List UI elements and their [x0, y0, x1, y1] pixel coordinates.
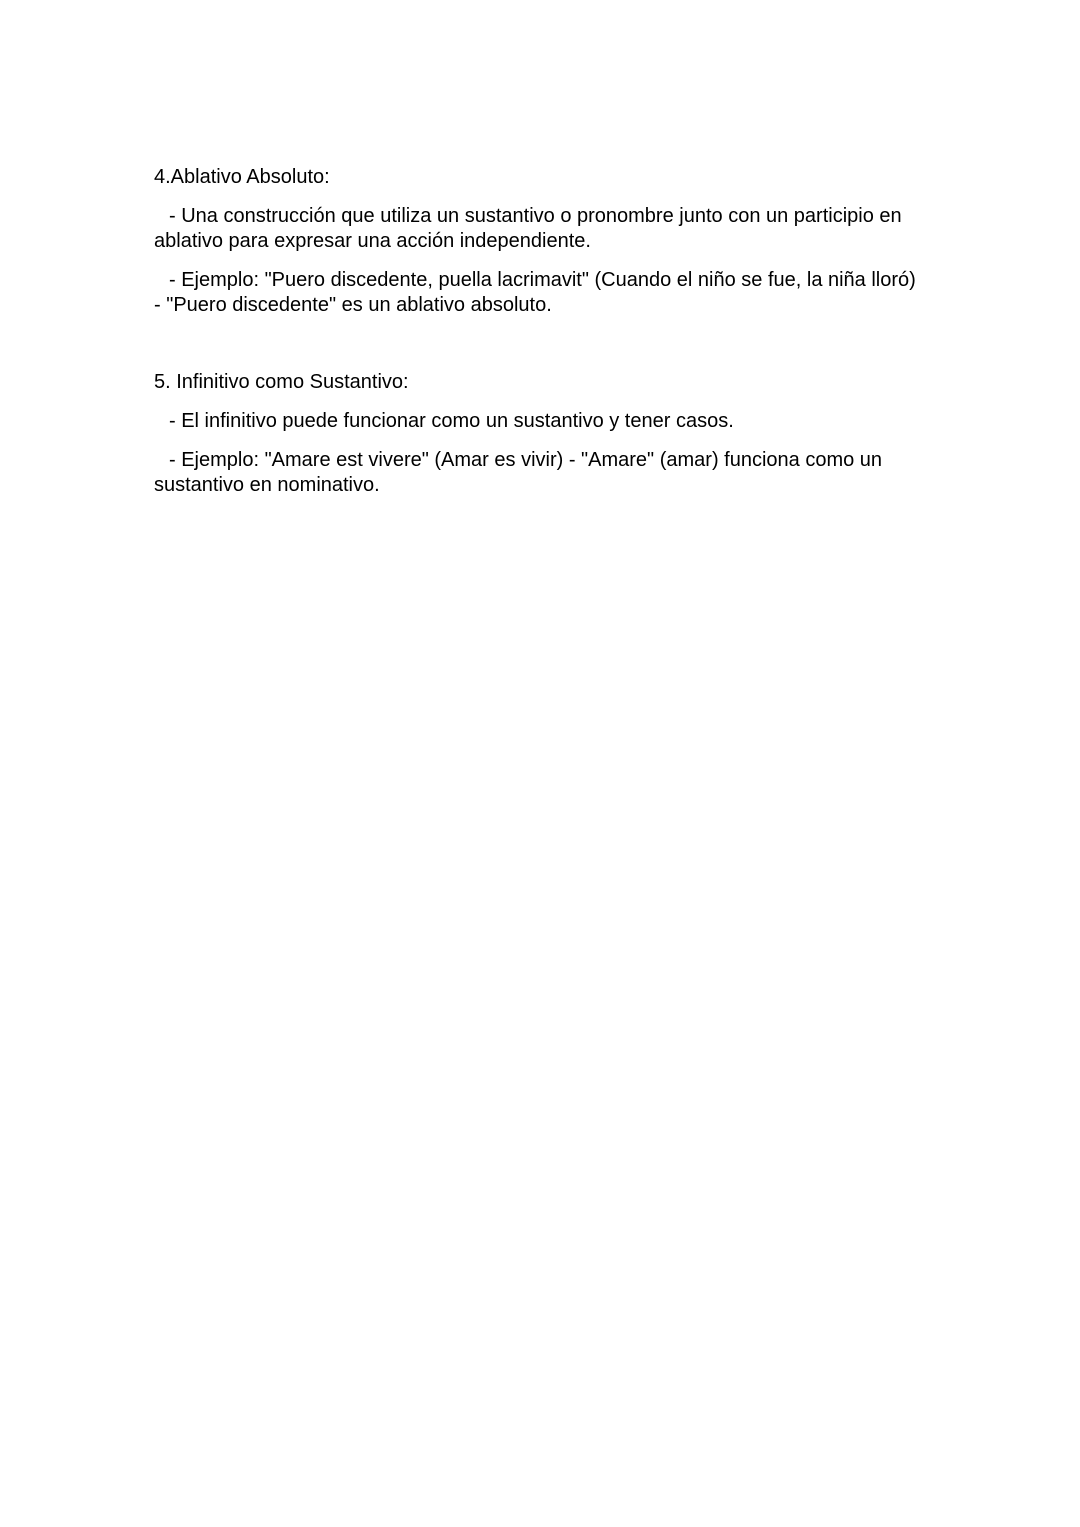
section-paragraph: - Ejemplo: "Amare est vivere" (Amar es vivir) - "Amare" (amar) funciona como un sustantivo en nominativo.	[154, 449, 883, 496]
section-paragraph: - Una construcción que utiliza un sustantivo o pronombre junto con un participio en ablativo para expresar una acción independiente.	[154, 205, 902, 252]
section-heading: 5. Infinitivo como Sustantivo:	[154, 371, 409, 393]
section-infinitivo-sustantivo	[154, 370, 924, 498]
section-ablativo-absoluto	[154, 165, 924, 318]
section-paragraph: - Ejemplo: "Puero discedente, puella lacrimavit" (Cuando el niño se fue, la niña lloró) - "Puero discedente" es un ablativo absoluto.	[154, 269, 916, 316]
section-paragraph: - El infinitivo puede funcionar como un sustantivo y tener casos.	[169, 410, 734, 432]
document-body	[154, 165, 924, 512]
section-heading: 4.Ablativo Absoluto:	[154, 166, 330, 188]
